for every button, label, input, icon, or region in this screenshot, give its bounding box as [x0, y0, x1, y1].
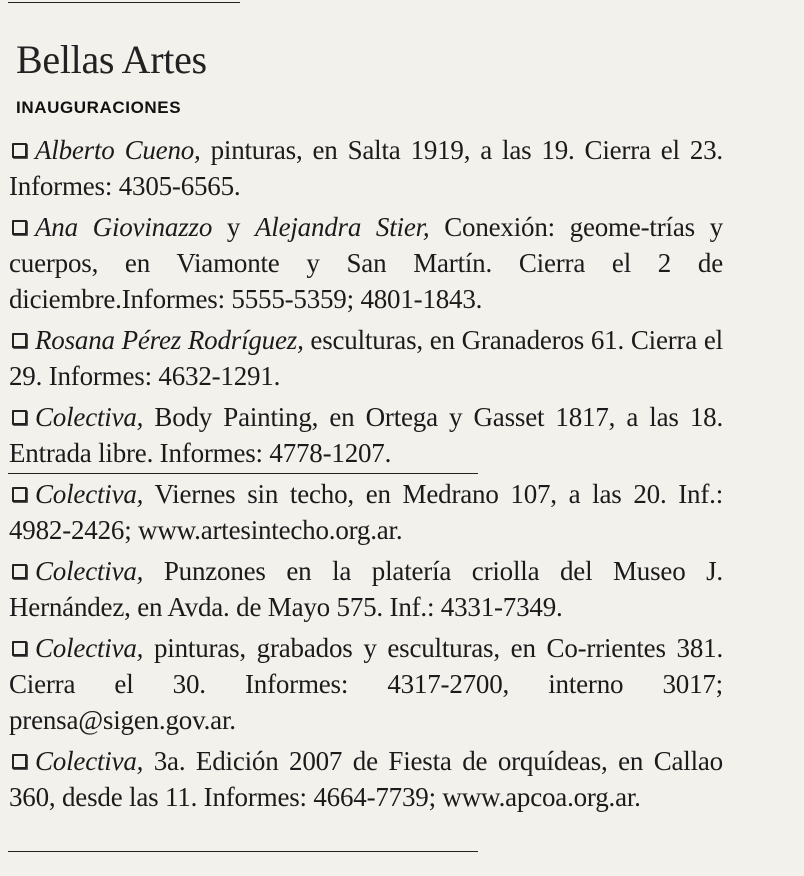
listing-item [9, 399, 723, 471]
listing-item [9, 630, 723, 738]
listing-artist: Alejandra Stier, [254, 212, 430, 242]
listings-group-2 [9, 476, 723, 815]
listing-item [9, 322, 723, 394]
checkbox-bullet-icon [12, 487, 27, 502]
listing-details: pinturas, grabados y esculturas, en Co-rrientes 381. Cierra el 30. Informes: 4317-2700, interno 3017; prensa@sigen.gov.ar. [9, 633, 723, 735]
listing-artist: Colectiva, [35, 746, 144, 776]
listing-item [9, 743, 723, 815]
listing-item [9, 132, 723, 204]
listing-details: Body Painting, en Ortega y Gasset 1817, a las 18. Entrada libre. Informes: 4778-1207. [9, 402, 723, 468]
listing-artist: Alberto Cueno, [35, 135, 201, 165]
checkbox-bullet-icon [12, 754, 27, 769]
listing-artist: Ana Giovinazzo [35, 212, 213, 242]
checkbox-bullet-icon [12, 564, 27, 579]
checkbox-bullet-icon [12, 143, 27, 158]
listing-artist: Rosana Pérez Rodríguez, [35, 325, 304, 355]
listing-details: pinturas, en Salta 1919, a las 19. Cierra el 23. Informes: 4305-6565. [9, 135, 723, 201]
listings-group-1 [9, 132, 723, 471]
listing-details: Punzones en la platería criolla del Museo J. Hernández, en Avda. de Mayo 575. Inf.: 4331-7349. [9, 556, 723, 622]
checkbox-bullet-icon [12, 641, 27, 656]
listing-details: esculturas, en Granaderos 61. Cierra el 29. Informes: 4632-1291. [9, 325, 723, 391]
listing-connector: y [212, 212, 255, 242]
top-divider [8, 2, 240, 3]
listing-item [9, 476, 723, 548]
section-title: Bellas Artes [16, 37, 207, 82]
checkbox-bullet-icon [12, 333, 27, 348]
listing-details: 3a. Edición 2007 de Fiesta de orquídeas, en Callao 360, desde las 11. Informes: 4664-7739; www.apcoa.org.ar. [9, 746, 723, 812]
listing-item [9, 209, 723, 317]
checkbox-bullet-icon [12, 410, 27, 425]
listing-artist: Colectiva, [35, 556, 144, 586]
column-divider [8, 473, 478, 474]
listing-item [9, 553, 723, 625]
listing-artist: Colectiva, [35, 402, 144, 432]
bottom-divider [8, 851, 478, 852]
subsection-heading: INAUGURACIONES [16, 98, 182, 117]
listing-details: Viernes sin techo, en Medrano 107, a las 20. Inf.: 4982-2426; www.artesintecho.org.ar. [9, 479, 723, 545]
listing-artist: Colectiva, [35, 633, 144, 663]
listing-details: Conexión: geome-trías y cuerpos, en Viamonte y San Martín. Cierra el 2 de diciembre.Informes: 5555-5359; 4801-1843. [9, 212, 723, 314]
checkbox-bullet-icon [12, 220, 27, 235]
listing-artist: Colectiva, [35, 479, 144, 509]
